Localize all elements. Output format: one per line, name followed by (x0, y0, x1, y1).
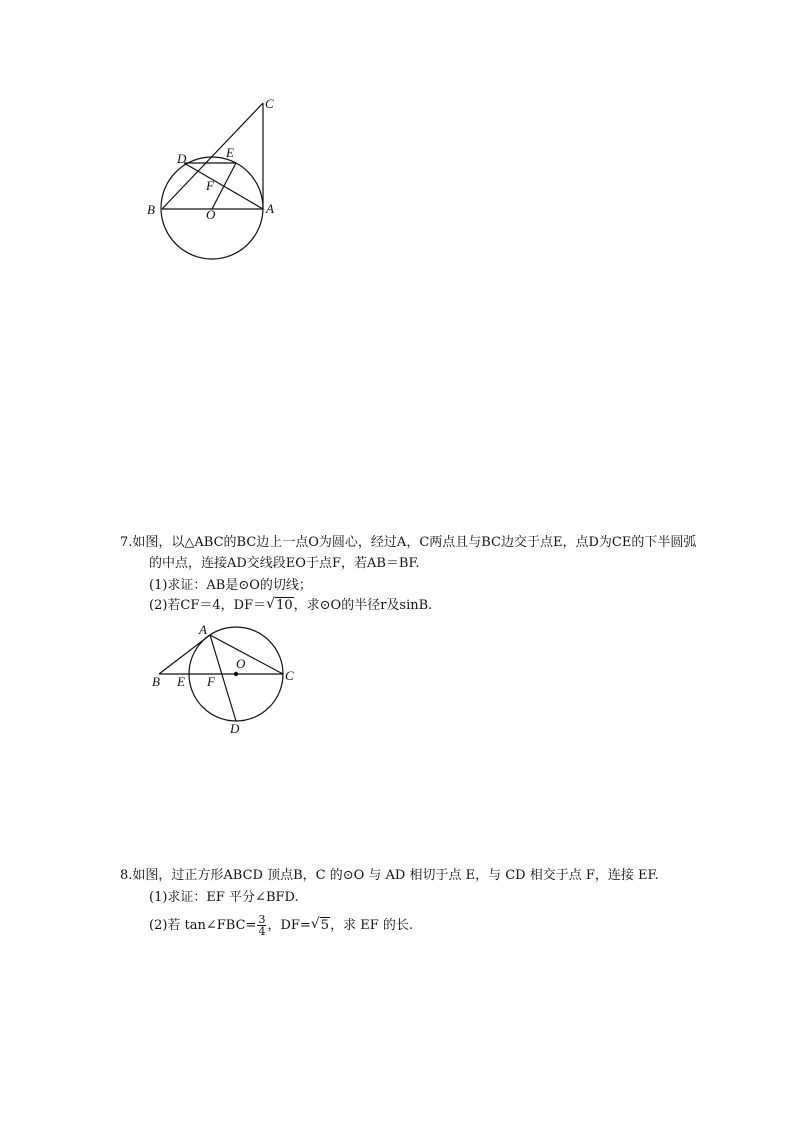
problem-7-line-2: 的中点，连接AD交线段EO于点F，若AB＝BF. (149, 556, 420, 571)
center-point-o (234, 672, 238, 676)
sqrt-5 (311, 914, 330, 938)
label-f-2: F (207, 674, 215, 689)
radical-sign-icon: √ (266, 596, 276, 612)
problem-8-line-1: 8.如图，过正方形ABCD 顶点B，C 的⊙O 与 AD 相切于点 E，与 CD 相交于点 F，连接 EF. (120, 868, 659, 883)
segment-oe (212, 163, 236, 209)
label-a-2: A (199, 622, 207, 637)
figure-circle-tangent-1 (140, 92, 290, 267)
label-e-2: E (177, 674, 185, 689)
problem-8-part-2-suffix: ，求 EF 的长. (330, 918, 413, 933)
fraction-denominator: 4 (258, 925, 266, 938)
radicand-5: 5 (320, 918, 330, 933)
problem-7-part-1: (1)求证：AB是⊙O的切线； (149, 578, 312, 593)
radical-sign-icon: √ (310, 916, 320, 932)
label-b: B (147, 202, 155, 217)
label-a: A (266, 201, 274, 216)
figure-circle-tangent-2 (145, 618, 305, 740)
fraction-3-4 (257, 914, 266, 937)
label-d: D (177, 151, 187, 166)
problem-8-part-2-prefix: (2)若 tan∠FBC= (149, 918, 257, 933)
problem-8-part-1: (1)求证：EF 平分∠BFD. (149, 890, 299, 905)
label-c: C (265, 96, 274, 111)
figure-2-svg (145, 618, 305, 740)
label-e: E (226, 145, 234, 160)
segment-ba (159, 635, 210, 674)
fraction-numerator: 3 (258, 913, 266, 926)
problem-7-part-2-prefix: (2)若CF＝4，DF＝ (149, 598, 267, 613)
label-f: F (206, 178, 214, 193)
sqrt-10 (266, 597, 294, 615)
problem-7-part-2 (149, 597, 432, 615)
label-o: O (206, 207, 216, 222)
radicand: 10 (276, 598, 293, 613)
problem-8-part-2 (149, 914, 413, 938)
segment-ac-2 (210, 635, 283, 674)
problem-7-part-2-suffix: ，求⊙O的半径r及sinB. (293, 598, 433, 613)
label-d-2: D (230, 721, 240, 736)
label-b-2: B (152, 674, 160, 689)
problem-7-line-1: 7.如图，以△ABC的BC边上一点O为圆心，经过A，C两点且与BC边交于点E，点D为CE的下半圆弧 (120, 535, 697, 550)
label-c-2: C (285, 668, 294, 683)
label-o-2: O (236, 656, 246, 671)
problem-8-part-2-mid: ，DF= (267, 918, 311, 933)
figure-1-svg (140, 92, 290, 267)
